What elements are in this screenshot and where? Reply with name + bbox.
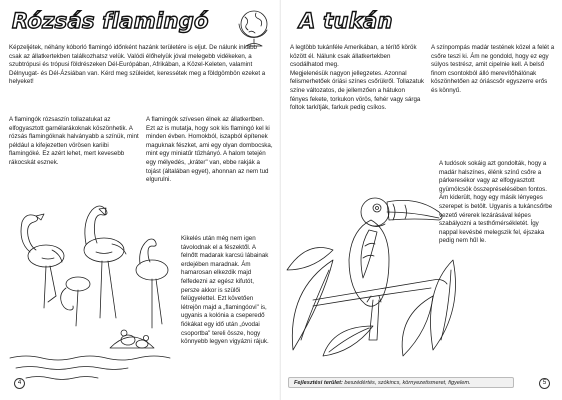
skills-footer <box>288 377 514 388</box>
flamingo-col2: A flamingók szívesen élnek az állatkertben. Ezt az is mutatja, hogy sok kis flamingó kel ki minden évben. Homokból, iszapból építenek maguknak fészket, ami egy olyan dombocska, mint egy miniatűr tűzhányó. A halom tetején egy mélyedés, „kráter" van, ebbe rakják a tojást (általában egyet), ahonnan az nem tud elgurulni. <box>146 116 273 184</box>
toucan-col2: A színpompás madár testének közel a felét a csőre teszi ki. Ám ne gondold, hogy ez egy súlyos testrész, amit cipelnie kell. A belső finom csontokból álló merevítőhálónak köszönhetően az óriáscsőr egyszerre erős és könnyű. <box>431 44 555 94</box>
right-page <box>281 0 562 400</box>
flamingo-title: Rózsás flamingó <box>12 9 209 33</box>
globe-icon <box>236 8 272 48</box>
toucan-col3: A tudósok sokáig azt gondolták, hogy a madár halszínes, élénk színű csőre a párkeresékor vagy az elfogyasztott gyümölcsök összepréselésében fontos. Ám kiderült, hogy egy másik lényeges szerepet is betölt. Ugyanis a tukáncsőrbe vezető vérerek lezárásával képes szabályozni a testhőmérsékletét. Így nappal kevésbé melegszik fel, éjszaka pedig nem hűl le. <box>439 160 553 245</box>
toucan-title: A tukán <box>299 9 393 33</box>
flamingo-col3: Kikelés után még nem igen távolodnak el a fészektől. A felnőtt madarak karcsú lábainak erdejében maradnak. Ám hamarosan elkezdik majd felfedezni az egész kifutót, persze akkor is szülői felügyelettel. Ezt követően létrejön majd a „flamingóovi" is, ugyanis a kolónia a cseperedő fiókákat egy idő után „óvodai csoportba" tereli össze, hogy könnyebb legyen vigyázni rájuk. <box>181 235 269 346</box>
flamingo-col1: A flamingók rózsaszín tollazatukat az elfogyasztott garnélarákoknak köszönhetik. A rózsás flamingóknak halványabb a színük, mint például a kifejezetten vörösen kariibi flamingóké. Ez azért lehet, mert kevesebb rákocskát esznek. <box>9 116 139 166</box>
flamingo-illustration <box>6 178 178 388</box>
flamingo-intro: Képzeljétek, néhány kóborló flamingó időnként hazánk területére is eljut. De nálunk inkább csak az állatkertekben találkozhatsz velük. Valódi élőhelyük jóval melegebb vidékeken, a szubtrópusi és trópusi földrészeken Dél-Európában, Afrikában, a Közel-Keleten, valamint Délnyugat- és Dél-Ázsiában van. Kérd meg szüleidet, keressétek meg a földgömbön ezeket a helyeket! <box>9 44 266 86</box>
page-number-right: 5 <box>539 378 550 389</box>
skills-label: Fejlesztési terület: <box>294 380 343 386</box>
toucan-illustration <box>283 150 468 360</box>
page-number-left: 4 <box>14 378 25 389</box>
toucan-col1: A legtöbb tukánféle Amerikában, a térítő körök között él. Nálunk csak állatkertekben csodálhatod meg. Megjelenésük nagyon jellegzetes. Azonnal felismerhetőek óriási színes csőrükről. Tollazatuk színe változatos, de jellemzően a hátukon fényes fekete, torkukon vörös, fehér vagy sárga foltok tarkítják, farkuk pedig csíkos. <box>290 44 425 112</box>
skills-value: beszédértés, szókincs, környezetismeret, figyelem. <box>344 380 471 386</box>
